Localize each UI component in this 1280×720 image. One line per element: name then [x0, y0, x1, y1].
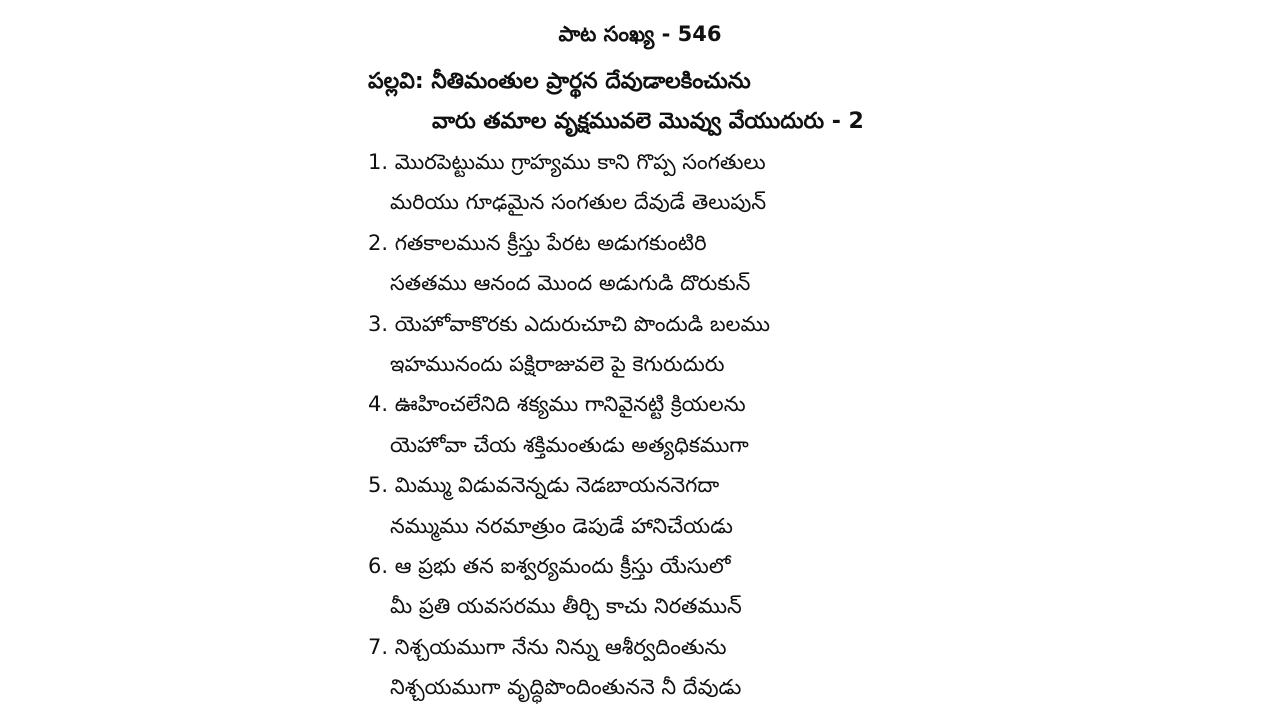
verse-7-line-2: నిశ్చయముగా వృద్ధిపొందింతుననె నీ దేవుడు — [390, 675, 742, 700]
verse-6-line-2: మీ ప్రతి యవసరము తీర్చి కాచు నిరతమున్ — [390, 594, 742, 619]
verse-3-line-2: ఇహమునందు పక్షిరాజువలె పై కెగురుదురు — [390, 351, 725, 376]
verse-3-line-1: 3. యెహోవాకొరకు ఎదురుచూచి పొందుడి బలము — [368, 311, 770, 336]
verse-list — [368, 144, 1068, 709]
pallavi-line-2: వారు తమాల వృక్షమువలె మొవ్వు వేయుదురు - 2 — [432, 109, 864, 134]
verse-2-line-2: సతతము ఆనంద మొంద అడుగుడి దొరుకున్ — [390, 271, 751, 296]
verse-1-line-1: 1. మొరపెట్టుము గ్రాహ్యము కాని గొప్ప సంగతులు — [368, 150, 766, 174]
verse-4-line-1: 4. ఊహించలేనిది శక్యము గానివైనట్టి క్రియలను — [368, 392, 746, 417]
song-title: పాట సంఖ్య - 546 — [558, 22, 722, 46]
pallavi-line-1: పల్లవి: నీతిమంతుల ప్రార్థన దేవుడాలకించును — [368, 69, 751, 94]
verse-2-line-1: 2. గతకాలమున క్రీస్తు పేరట అడుగకుంటిరి — [368, 230, 707, 255]
verse-6-line-1: 6. ఆ ప్రభు తన ఐశ్వర్యమందు క్రీస్తు యేసులో — [368, 553, 731, 578]
verse-5-line-1: 5. మిమ్ము విడువనెన్నడు నెడబాయననెగదా — [368, 473, 720, 498]
verse-1-line-2: మరియు గూఢమైన సంగతుల దేవుడే తెలుపున్ — [390, 190, 767, 215]
verse-7-line-1: 7. నిశ్చయముగా నేను నిన్ను ఆశీర్వదింతును — [368, 634, 727, 659]
verse-4-line-2: యెహోవా చేయ శక్తిమంతుడు అత్యధికముగా — [390, 432, 749, 457]
verse-5-line-2: నమ్ముము నరమాత్రుం డెపుడే హానిచేయడు — [390, 513, 733, 538]
